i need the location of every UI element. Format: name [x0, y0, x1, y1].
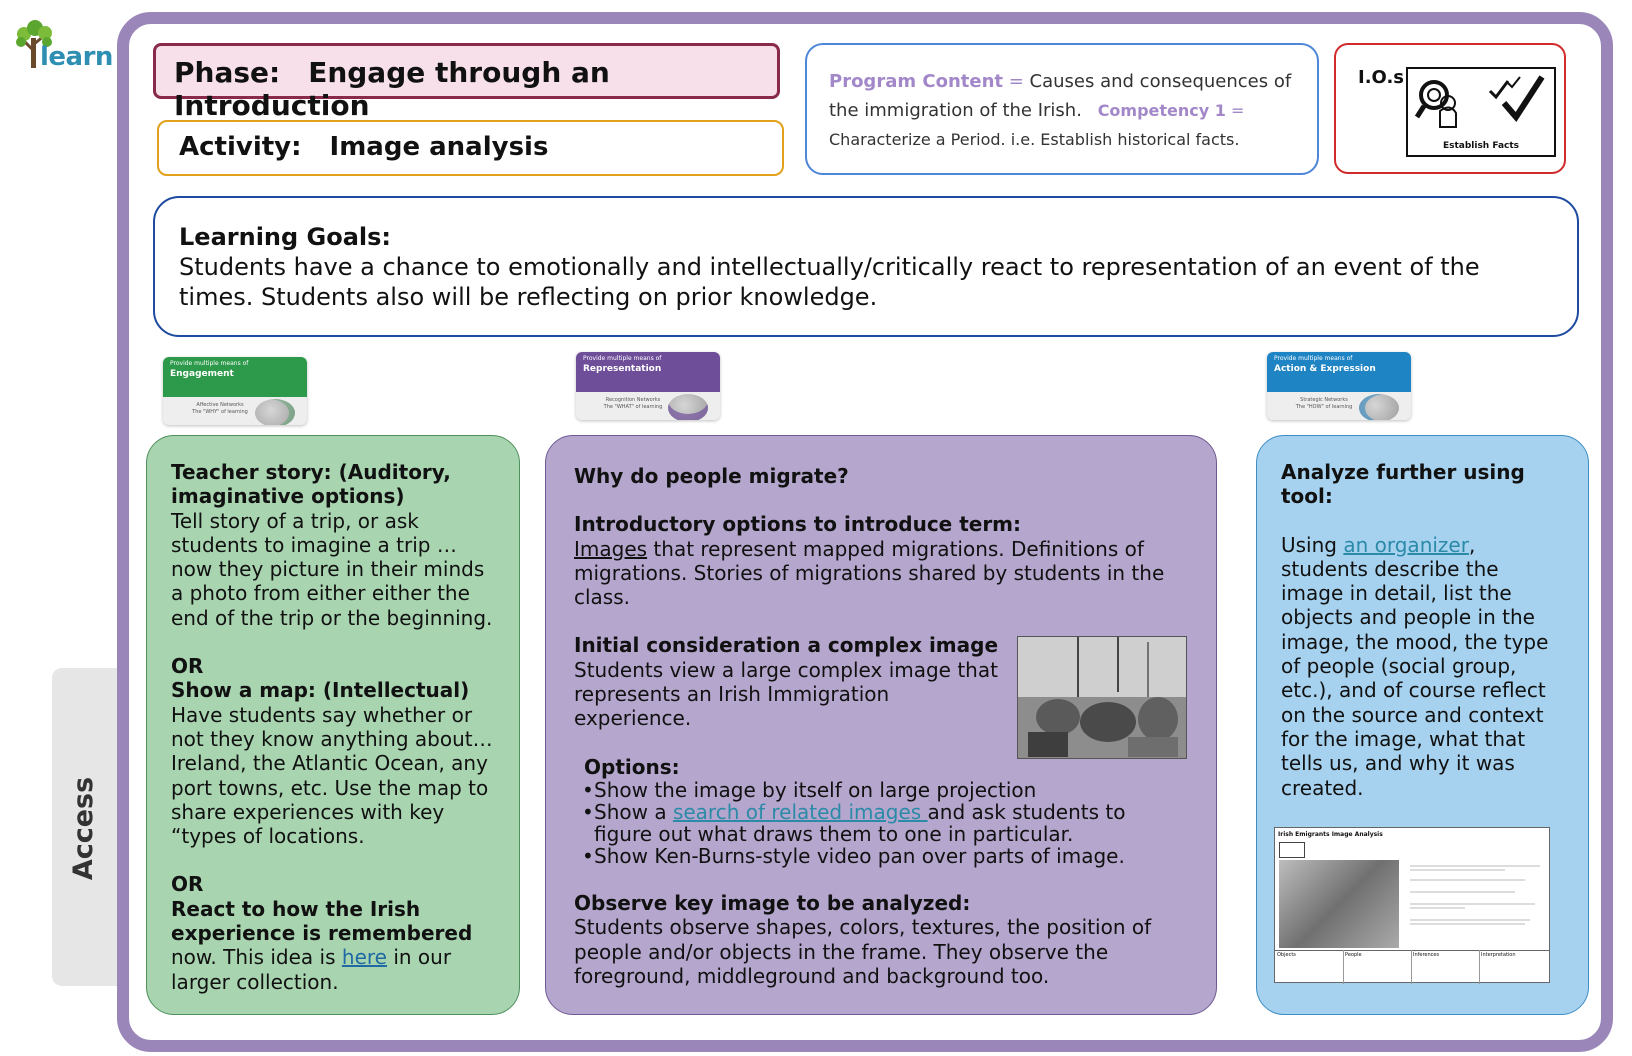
- phase-box: [153, 43, 780, 122]
- phase-value: Engage through an Introduction: [174, 56, 610, 122]
- learning-goals-title: Learning Goals:: [179, 223, 392, 251]
- observe-text: Students observe shapes, colors, textures, the position of people and/or objects in the frame. They observe the foreground, middleground and background too.: [574, 915, 1152, 988]
- organizer-col: Interpretation: [1481, 952, 1516, 958]
- react-text-before: now. This idea is: [171, 945, 342, 970]
- competency-eq: =: [1225, 101, 1245, 120]
- react-text-after: in our larger collection.: [171, 945, 452, 994]
- initial-consideration-text: Students view a large complex image that represents an Irish Immigration experience.: [574, 657, 998, 731]
- organizer-title: Irish Emigrants Image Analysis: [1278, 831, 1383, 838]
- react-text: [171, 945, 495, 994]
- options-title: Options:: [584, 754, 680, 779]
- intro-options-text: [574, 537, 1188, 610]
- analyze-heading: Analyze further using tool:: [1281, 460, 1525, 509]
- program-content-text: Causes and consequences of the immigration of the Irish.: [829, 71, 1292, 121]
- organizer-col: People: [1345, 952, 1362, 958]
- organizer-divider: [1411, 950, 1412, 984]
- ios-box: [1334, 43, 1566, 174]
- badge-main-text: Action & Expression: [1274, 364, 1376, 374]
- organizer-lines: [1405, 860, 1545, 948]
- option-text: and ask students to figure out what draws them to one in particular.: [594, 799, 1126, 846]
- irish-emigrants-engraving: [1017, 636, 1187, 759]
- organizer-image: [1279, 860, 1399, 948]
- or-divider: OR: [171, 654, 204, 679]
- intro-options-rest: that represent mapped migrations. Definitions of migrations. Stories of migrations shared by students in the class.: [574, 536, 1165, 610]
- initial-consideration-heading: Initial consideration a complex image: [574, 633, 999, 658]
- organizer-col: Objects: [1277, 952, 1296, 958]
- access-label: Access: [68, 776, 100, 880]
- react-heading: React to how the Irish experience is remembered: [171, 896, 473, 946]
- engagement-column: [146, 435, 520, 1015]
- why-migrate-heading: Why do people migrate?: [574, 464, 849, 488]
- search-images-link[interactable]: search of related images: [672, 799, 928, 824]
- teacher-story-text: Tell story of a trip, or ask students to imagine a trip … now they picture in their minds a photo from either either the end of the trip or the beginning.: [171, 508, 493, 630]
- show-map-text: Have students say whether or not they know anything about… Ireland, the Atlantic Ocean, any port towns, etc. Use the map to share experiences with key “types of locations.: [171, 702, 493, 849]
- magnifier-head-icon: [1414, 75, 1466, 131]
- program-content-label: Program Content: [829, 71, 1003, 92]
- observe-heading: Observe key image to be analyzed:: [574, 890, 971, 915]
- option-item: • Show Ken-Burns-style video pan over parts of image.: [584, 845, 1188, 867]
- access-tab[interactable]: [52, 668, 118, 986]
- analyze-text-before: Using: [1281, 532, 1344, 557]
- here-link[interactable]: here: [341, 945, 387, 970]
- engagement-badge: [163, 357, 307, 425]
- establish-facts-card: [1406, 67, 1556, 157]
- learning-goals-text: Students have a chance to emotionally and intellectually/critically react to representation of an event of the times. Students also will be reflecting on prior knowledge.: [179, 253, 1480, 311]
- brain-icon: [1359, 394, 1399, 420]
- learning-goals-box: [153, 196, 1579, 337]
- double-check-icon: [1486, 73, 1546, 123]
- option-text: Show a: [594, 799, 673, 824]
- ios-label: I.O.s: [1358, 67, 1404, 88]
- badge-small-text: Provide multiple means of: [1274, 355, 1353, 362]
- organizer-divider: [1343, 950, 1344, 984]
- badge-small-text: Provide multiple means of: [170, 360, 249, 367]
- organizer-thumbnail[interactable]: [1274, 827, 1550, 983]
- or-divider: OR: [171, 872, 204, 897]
- images-link[interactable]: Images: [574, 536, 648, 561]
- teacher-story-heading: Teacher story: (Auditory, imaginative options): [171, 460, 451, 509]
- option-item: • Show the image by itself on large projection: [584, 779, 1188, 801]
- analyze-text-after: , students describe the image in detail, list the objects and people in the image, the mood, the type of people (social group, etc.), and of course reflect on the source and context for the image, what that tells us, and why it was created.: [1281, 532, 1549, 800]
- activity-box: [157, 120, 784, 176]
- phase-label: Phase:: [174, 56, 281, 89]
- badge-main-text: Representation: [583, 364, 662, 374]
- badge-sub-text: The "HOW" of learning: [1295, 404, 1353, 410]
- ios-card-text: Establish Facts: [1442, 141, 1520, 151]
- badge-main-text: Engagement: [170, 369, 234, 379]
- program-content-box: [805, 43, 1319, 175]
- action-expression-badge: [1267, 352, 1411, 420]
- engraving-illustration: [1018, 637, 1187, 759]
- competency-label: Competency 1: [1097, 101, 1226, 120]
- logo-text: learn: [40, 42, 113, 72]
- competency-text: Characterize a Period. i.e. Establish historical facts.: [829, 130, 1240, 149]
- badge-sub-text: Strategic Networks: [1300, 397, 1348, 403]
- organizer-icon-box: [1279, 842, 1305, 858]
- intro-options-heading: Introductory options to introduce term:: [574, 512, 1022, 537]
- organizer-col: Inferences: [1413, 952, 1440, 958]
- show-map-heading: Show a map: (Intellectual): [171, 678, 470, 703]
- representation-badge: [576, 352, 720, 420]
- organizer-link[interactable]: an organizer: [1343, 532, 1469, 557]
- badge-sub-text: The "WHY" of learning: [192, 409, 248, 415]
- brain-icon: [255, 399, 295, 425]
- learn-logo: [14, 20, 113, 80]
- badge-small-text: Provide multiple means of: [583, 355, 662, 362]
- organizer-divider: [1275, 950, 1549, 951]
- program-eq: =: [1003, 71, 1030, 92]
- badge-sub-text: The "WHAT" of learning: [603, 404, 663, 410]
- badge-sub-text: Recognition Networks: [605, 397, 661, 403]
- activity-value: Image analysis: [329, 132, 549, 162]
- analyze-text: [1281, 533, 1564, 800]
- options-list: [574, 779, 1188, 867]
- option-item: [584, 801, 1188, 845]
- badge-sub-text: Affective Networks: [196, 402, 244, 408]
- brain-icon: [668, 394, 708, 420]
- activity-label: Activity:: [179, 132, 302, 162]
- organizer-divider: [1479, 950, 1480, 984]
